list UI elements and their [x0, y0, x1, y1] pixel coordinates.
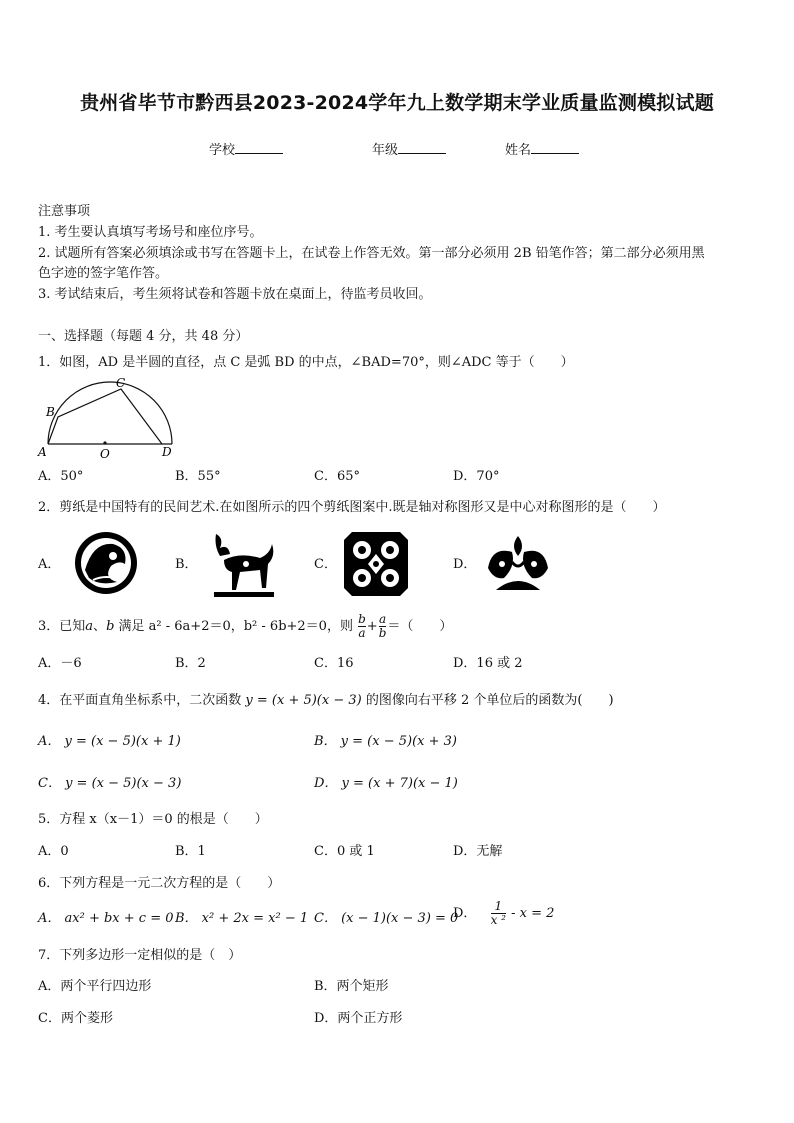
option-c[interactable]: C．0 或 1 [314, 844, 375, 859]
label-d: D [162, 445, 172, 459]
option-b[interactable]: B．55° [175, 469, 221, 484]
question-7-stem: 7．下列多边形一定相似的是（ ） [38, 948, 242, 963]
grade-field[interactable] [372, 141, 446, 160]
question-2-stem: 2．剪纸是中国特有的民间艺术.在如图所示的四个剪纸图案中.既是轴对称图形又是中心对称图形的是（ ） [38, 500, 666, 515]
label-b: B [46, 405, 55, 419]
section-heading: 一、选择题（每题 4 分，共 48 分） [38, 329, 249, 344]
option-c[interactable]: C． [314, 557, 337, 572]
option-d[interactable]: D． [453, 557, 477, 572]
fraction-a-over-b: $\frac{a}{b}$ [378, 612, 387, 640]
option-a[interactable]: A．0 [38, 844, 69, 859]
q4-text: 4．在平面直角坐标系中，二次函数 [38, 693, 246, 708]
papercut-d-image [482, 532, 554, 594]
var-b: b [106, 619, 115, 634]
label-c: C [116, 376, 126, 390]
option-b[interactable]: B．两个矩形 [314, 979, 389, 994]
q4-function: y = (x + 5)(x − 3) [245, 693, 362, 708]
option-c[interactable]: C．两个菱形 [38, 1011, 113, 1026]
notice-heading: 注意事项 [38, 204, 91, 219]
option-b[interactable]: B．2 [175, 656, 206, 671]
grade-label: 年级 [372, 143, 399, 158]
school-field[interactable] [209, 141, 283, 160]
notice-item: 2. 试题所有答案必须填涂或书写在答题卡上，在试卷上作答无效。第一部分必须用 2B 铅笔作答；第二部分必须用黑 [38, 246, 705, 261]
plus-sign: + [366, 619, 378, 634]
question-5-stem: 5．方程 x（x－1）＝0 的根是（ ） [38, 812, 268, 827]
notice-item: 3. 考试结束后，考生须将试卷和答题卡放在桌面上，待监考员收回。 [38, 287, 432, 302]
option-a[interactable]: A． y = (x − 5)(x + 1) [38, 734, 181, 749]
option-d-label: D． [453, 906, 477, 921]
question-3-stem [38, 613, 452, 640]
papercut-b-image [210, 530, 278, 600]
label-a: A [38, 445, 47, 459]
notice-item: 1. 考生要认真填写考场号和座位序号。 [38, 225, 263, 240]
option-b[interactable]: B．1 [175, 844, 206, 859]
option-d[interactable]: D．无解 [453, 844, 503, 859]
option-d[interactable]: D．70° [453, 469, 500, 484]
option-a[interactable]: A．－6 [38, 656, 82, 671]
label-o: O [100, 447, 110, 460]
q3-prefix: 3．已知 [38, 619, 86, 634]
q3-sep: 、 [93, 619, 107, 634]
q4-text-tail: 的图像向右平移 2 个单位后的函数为( ) [361, 693, 614, 708]
option-d[interactable]: D． y = (x + 7)(x − 1) [314, 776, 458, 791]
q3-condition: 满足 a² - 6a+2＝0，b² - 6b+2＝0，则 [114, 619, 353, 634]
name-label: 姓名 [505, 143, 532, 158]
option-d[interactable] [453, 900, 554, 927]
option-a[interactable]: A．50° [38, 469, 84, 484]
option-b[interactable]: B． [175, 557, 198, 572]
option-c[interactable]: C． y = (x − 5)(x − 3) [38, 776, 182, 791]
option-b[interactable]: B． y = (x − 5)(x + 3) [314, 734, 457, 749]
option-a[interactable]: A． ax² + bx + c = 0 [38, 911, 174, 926]
option-d[interactable]: D．两个正方形 [314, 1011, 403, 1026]
fraction-b-over-a: $\frac{b}{a}$ [358, 612, 366, 640]
notice-item: 色字迹的签字笔作答。 [38, 266, 169, 281]
school-label: 学校 [209, 143, 236, 158]
option-c[interactable]: C．65° [314, 469, 360, 484]
option-a[interactable]: A． [38, 557, 61, 572]
semicircle-figure [36, 372, 176, 460]
question-4-stem [38, 692, 614, 710]
q3-tail: ＝（ ） [387, 619, 453, 634]
option-d[interactable]: D．16 或 2 [453, 656, 523, 671]
name-field[interactable] [505, 141, 579, 160]
question-1-stem: 1．如图，AD 是半圆的直径，点 C 是弧 BD 的中点，∠BAD=70°，则∠ADC 等于（ ） [38, 355, 574, 370]
fraction-1-over-x2: $\frac{1}{\text{x ²}}$ [490, 899, 506, 927]
option-c[interactable]: C． (x − 1)(x − 3) = 0 [314, 911, 459, 926]
papercut-c-image [342, 530, 410, 598]
option-a[interactable]: A．两个平行四边形 [38, 979, 152, 994]
var-a: a [85, 619, 94, 634]
option-c[interactable]: C．16 [314, 656, 354, 671]
papercut-a-image [73, 530, 139, 596]
option-b[interactable]: B． x² + 2x = x² − 1 [175, 911, 309, 926]
page-title: 贵州省毕节市黔西县2023-2024学年九上数学期末学业质量监测模拟试题 [80, 92, 714, 114]
question-6-stem: 6．下列方程是一元二次方程的是（ ） [38, 876, 281, 891]
option-d-rest: - x = 2 [511, 906, 555, 921]
